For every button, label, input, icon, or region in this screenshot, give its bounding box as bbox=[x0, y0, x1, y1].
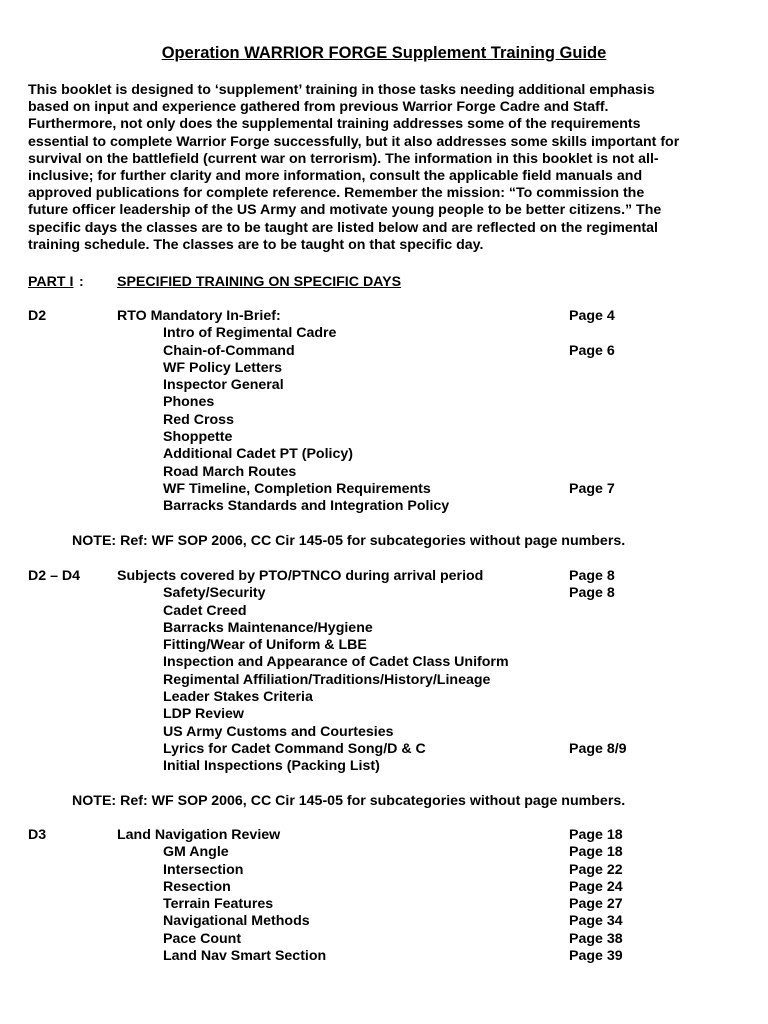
list-item bbox=[28, 343, 728, 360]
section-heading-row bbox=[28, 827, 728, 844]
page-ref: Page 38 bbox=[569, 930, 623, 947]
item-label: Barracks Standards and Integration Policy bbox=[163, 498, 450, 515]
item-label: Inspection and Appearance of Cadet Class Uniform bbox=[163, 654, 509, 671]
part-heading bbox=[28, 274, 728, 292]
section-heading: Subjects covered by PTO/PTNCO during arrival period bbox=[117, 568, 484, 584]
item-label: WF Timeline, Completion Requirements bbox=[163, 480, 431, 497]
list-item bbox=[28, 741, 728, 758]
item-label: Navigational Methods bbox=[163, 913, 310, 930]
item-label: Shoppette bbox=[163, 429, 233, 446]
section-heading-row bbox=[28, 568, 728, 585]
list-item bbox=[28, 654, 728, 671]
page-ref: Page 22 bbox=[569, 861, 623, 878]
item-label: Initial Inspections (Packing List) bbox=[163, 758, 380, 775]
item-label: Fitting/Wear of Uniform & LBE bbox=[163, 637, 367, 654]
list-item bbox=[28, 879, 728, 896]
list-item bbox=[28, 360, 728, 377]
item-label: GM Angle bbox=[163, 844, 229, 861]
list-item bbox=[28, 603, 728, 620]
page-ref: Page 4 bbox=[569, 308, 615, 324]
intro-line: essential to complete Warrior Forge successfully, but it also addresses some skills important for bbox=[28, 133, 680, 150]
list-item bbox=[28, 446, 728, 463]
item-label: Barracks Maintenance/Hygiene bbox=[163, 619, 373, 636]
section-d3 bbox=[28, 827, 728, 965]
section-heading: RTO Mandatory In-Brief: bbox=[117, 308, 281, 324]
list-item bbox=[28, 931, 728, 948]
list-item bbox=[28, 498, 728, 515]
section-day: D2 bbox=[28, 308, 47, 324]
page-ref: Page 27 bbox=[569, 896, 623, 913]
item-label: Pace Count bbox=[163, 930, 242, 947]
list-item bbox=[28, 429, 728, 446]
item-label: Chain-of-Command bbox=[163, 342, 295, 359]
item-label: Inspector General bbox=[163, 377, 284, 394]
intro-line: training schedule. The classes are to be taught on that specific day. bbox=[28, 236, 484, 253]
intro-line: based on input and experience gathered from previous Warrior Forge Cadre and Staff. bbox=[28, 99, 609, 116]
list-item bbox=[28, 325, 728, 342]
list-item bbox=[28, 862, 728, 879]
list-item bbox=[28, 672, 728, 689]
list-item bbox=[28, 689, 728, 706]
page-ref: Page 6 bbox=[569, 342, 615, 359]
page-ref: Page 34 bbox=[569, 913, 623, 930]
list-item bbox=[28, 412, 728, 429]
list-item bbox=[28, 896, 728, 913]
item-label: Red Cross bbox=[163, 411, 234, 428]
page-ref: Page 18 bbox=[569, 844, 623, 861]
page-ref: Page 18 bbox=[569, 827, 623, 843]
section-day: D2 – D4 bbox=[28, 568, 81, 584]
item-label: Road March Routes bbox=[163, 463, 297, 480]
list-item bbox=[28, 706, 728, 723]
list-item bbox=[28, 394, 728, 411]
intro-line: Furthermore, not only does the supplemental training addresses some of the requirements bbox=[28, 116, 641, 133]
page-ref: Page 8 bbox=[569, 568, 615, 584]
page-ref: Page 7 bbox=[569, 480, 615, 497]
section-day: D3 bbox=[28, 827, 47, 843]
page-ref: Page 8/9 bbox=[569, 740, 627, 757]
list-item bbox=[28, 948, 728, 965]
item-label: Resection bbox=[163, 878, 231, 895]
section-note: NOTE: Ref: WF SOP 2006, CC Cir 145-05 for subcategories without page numbers. bbox=[72, 533, 626, 549]
part-label: PART I bbox=[28, 274, 74, 290]
list-item bbox=[28, 637, 728, 654]
item-label: Cadet Creed bbox=[163, 602, 247, 619]
item-label: LDP Review bbox=[163, 706, 244, 723]
page-ref: Page 39 bbox=[569, 948, 623, 965]
intro-line: inclusive; for further clarity and more information, consult the applicable field manuals and bbox=[28, 167, 643, 184]
list-item bbox=[28, 758, 728, 775]
intro-paragraph bbox=[28, 82, 744, 254]
part-colon: : bbox=[79, 274, 84, 290]
section-heading: Land Navigation Review bbox=[117, 827, 281, 843]
item-label: Intro of Regimental Cadre bbox=[163, 325, 337, 342]
item-label: Additional Cadet PT (Policy) bbox=[163, 446, 353, 463]
section-d2-d4 bbox=[28, 568, 728, 776]
intro-line: survival on the battlefield (current war on terrorism). The information in this booklet is not all- bbox=[28, 150, 659, 167]
list-item bbox=[28, 724, 728, 741]
intro-line: future officer leadership of the US Army and motivate young people to be better citizens.” The bbox=[28, 202, 662, 219]
item-label: Regimental Affiliation/Traditions/History/Lineage bbox=[163, 671, 491, 688]
section-d2 bbox=[28, 308, 728, 516]
section-note: NOTE: Ref: WF SOP 2006, CC Cir 145-05 for subcategories without page numbers. bbox=[72, 793, 626, 809]
intro-line: specific days the classes are to be taught are listed below and are reflected on the regimental bbox=[28, 219, 658, 236]
list-item bbox=[28, 620, 728, 637]
list-item bbox=[28, 585, 728, 602]
list-item bbox=[28, 464, 728, 481]
item-label: Terrain Features bbox=[163, 896, 274, 913]
list-item bbox=[28, 481, 728, 498]
section-heading-row bbox=[28, 308, 728, 325]
intro-line: This booklet is designed to ‘supplement’ training in those tasks needing additional emphasis bbox=[28, 82, 655, 98]
page-ref: Page 8 bbox=[569, 585, 615, 602]
item-label: Lyrics for Cadet Command Song/D & C bbox=[163, 740, 426, 757]
document-title: Operation WARRIOR FORGE Supplement Training Guide bbox=[161, 44, 607, 62]
item-label: Phones bbox=[163, 394, 215, 411]
item-label: Land Nav Smart Section bbox=[163, 948, 327, 965]
item-label: Safety/Security bbox=[163, 585, 266, 602]
item-label: WF Policy Letters bbox=[163, 359, 283, 376]
item-label: US Army Customs and Courtesies bbox=[163, 723, 394, 740]
page-ref: Page 24 bbox=[569, 878, 623, 895]
list-item bbox=[28, 377, 728, 394]
list-item bbox=[28, 913, 728, 930]
item-label: Leader Stakes Criteria bbox=[163, 689, 313, 706]
part-title: SPECIFIED TRAINING ON SPECIFIC DAYS bbox=[117, 274, 402, 290]
list-item bbox=[28, 844, 728, 861]
intro-line: approved publications for complete reference. Remember the mission: “To commission the bbox=[28, 185, 645, 202]
item-label: Intersection bbox=[163, 861, 244, 878]
